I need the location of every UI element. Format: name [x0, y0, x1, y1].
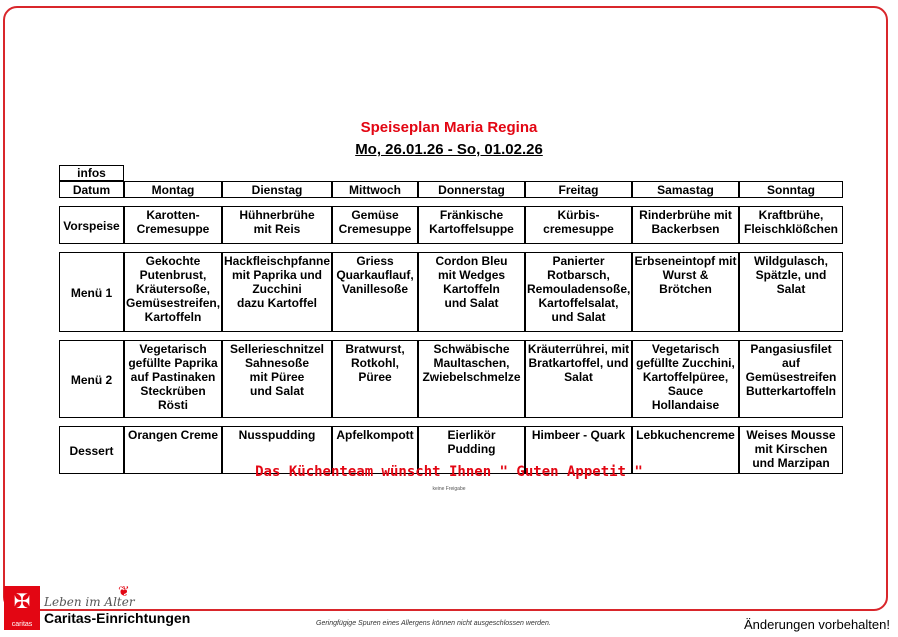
day-header: Samastag: [632, 181, 739, 198]
row-label: Vorspeise: [59, 206, 124, 244]
row-spacer: [59, 332, 843, 340]
changes-note: Änderungen vorbehalten!: [743, 617, 890, 632]
menu-cell: Eierlikör Pudding: [418, 426, 525, 474]
menu-row: [59, 340, 843, 418]
menu-cell: Hühnerbrühe mit Reis: [222, 206, 332, 244]
date-range: Mo, 26.01.26 - So, 01.02.26: [355, 141, 543, 158]
row-spacer: [59, 418, 843, 426]
slogan-text: Leben im Alter: [44, 595, 135, 609]
menu-cell: Fränkische Kartoffelsuppe: [418, 206, 525, 244]
logo-subtext: caritas: [11, 621, 33, 628]
menu-cell: Panierter Rotbarsch, Remouladensoße, Kartoffelsalat, und Salat: [525, 252, 632, 332]
day-header: Montag: [124, 181, 222, 198]
menu-cell: Vegetarisch gefüllte Paprika auf Pastinaken Steckrüben Rösti: [124, 340, 222, 418]
menu-cell: Wildgulasch, Spätzle, und Salat: [739, 252, 843, 332]
row-label: Dessert: [59, 426, 124, 474]
menu-cell: Schwäbische Maultaschen, Zwiebelschmelze: [418, 340, 525, 418]
menu-cell: Hackfleischpfanne mit Paprika und Zucchini dazu Kartoffel: [222, 252, 332, 332]
corner-label: Datum: [59, 181, 124, 198]
menu-table: [59, 181, 843, 474]
row-label: Menü 2: [59, 340, 124, 418]
menu-cell: Himbeer - Quark: [525, 426, 632, 474]
menu-cell: Rinderbrühe mit Backerbsen: [632, 206, 739, 244]
day-header: Sonntag: [739, 181, 843, 198]
page-title: Speiseplan Maria Regina: [360, 119, 538, 136]
menu-cell: Sellerieschnitzel Sahnesoße mit Püree und Salat: [222, 340, 332, 418]
day-header: Donnerstag: [418, 181, 525, 198]
infos-label: infos: [59, 165, 124, 181]
day-header: Mittwoch: [332, 181, 418, 198]
menu-cell: Kürbis- cremesuppe: [525, 206, 632, 244]
menu-cell: Griess Quarkauflauf, Vanillesoße: [332, 252, 418, 332]
allergen-note: Geringfügige Spuren eines Allergens können nicht ausgeschlossen werden.: [316, 620, 551, 627]
menu-row: [59, 252, 843, 332]
day-header: Freitag: [525, 181, 632, 198]
menu-cell: Karotten- Cremesuppe: [124, 206, 222, 244]
caritas-logo: [4, 586, 40, 630]
menu-cell: Apfelkompott: [332, 426, 418, 474]
flame-cross-icon: ✠: [13, 591, 31, 613]
row-spacer: [59, 198, 843, 206]
menu-cell: Orangen Creme: [124, 426, 222, 474]
menu-cell: Pangasiusfilet auf Gemüsestreifen Butterkartoffeln: [739, 340, 843, 418]
release-note: keine Freigabe: [432, 486, 466, 492]
header-row: [59, 181, 843, 198]
menu-cell: Weises Mousse mit Kirschen und Marzipan: [739, 426, 843, 474]
menu-cell: Nusspudding: [222, 426, 332, 474]
row-label: Menü 1: [59, 252, 124, 332]
leaf-icon: ❦: [118, 583, 130, 599]
day-header: Dienstag: [222, 181, 332, 198]
brand-name: Caritas-Einrichtungen: [44, 610, 191, 626]
greeting-text: Das Küchenteam wünscht Ihnen " Guten Appetit ": [255, 464, 643, 480]
menu-cell: Lebkuchencreme: [632, 426, 739, 474]
menu-cell: Erbseneintopf mit Wurst & Brötchen: [632, 252, 739, 332]
menu-cell: Vegetarisch gefüllte Zucchini, Kartoffelpüree, Sauce Hollandaise: [632, 340, 739, 418]
menu-row: [59, 206, 843, 244]
menu-cell: Bratwurst, Rotkohl, Püree: [332, 340, 418, 418]
menu-cell: Kraftbrühe, Fleischklößchen: [739, 206, 843, 244]
menu-cell: Gemüse Cremesuppe: [332, 206, 418, 244]
menu-cell: Cordon Bleu mit Wedges Kartoffeln und Salat: [418, 252, 525, 332]
menu-cell: Gekochte Putenbrust, Kräutersoße, Gemüsestreifen, Kartoffeln: [124, 252, 222, 332]
menu-cell: Kräuterrührei, mit Bratkartoffel, und Salat: [525, 340, 632, 418]
row-spacer: [59, 244, 843, 252]
